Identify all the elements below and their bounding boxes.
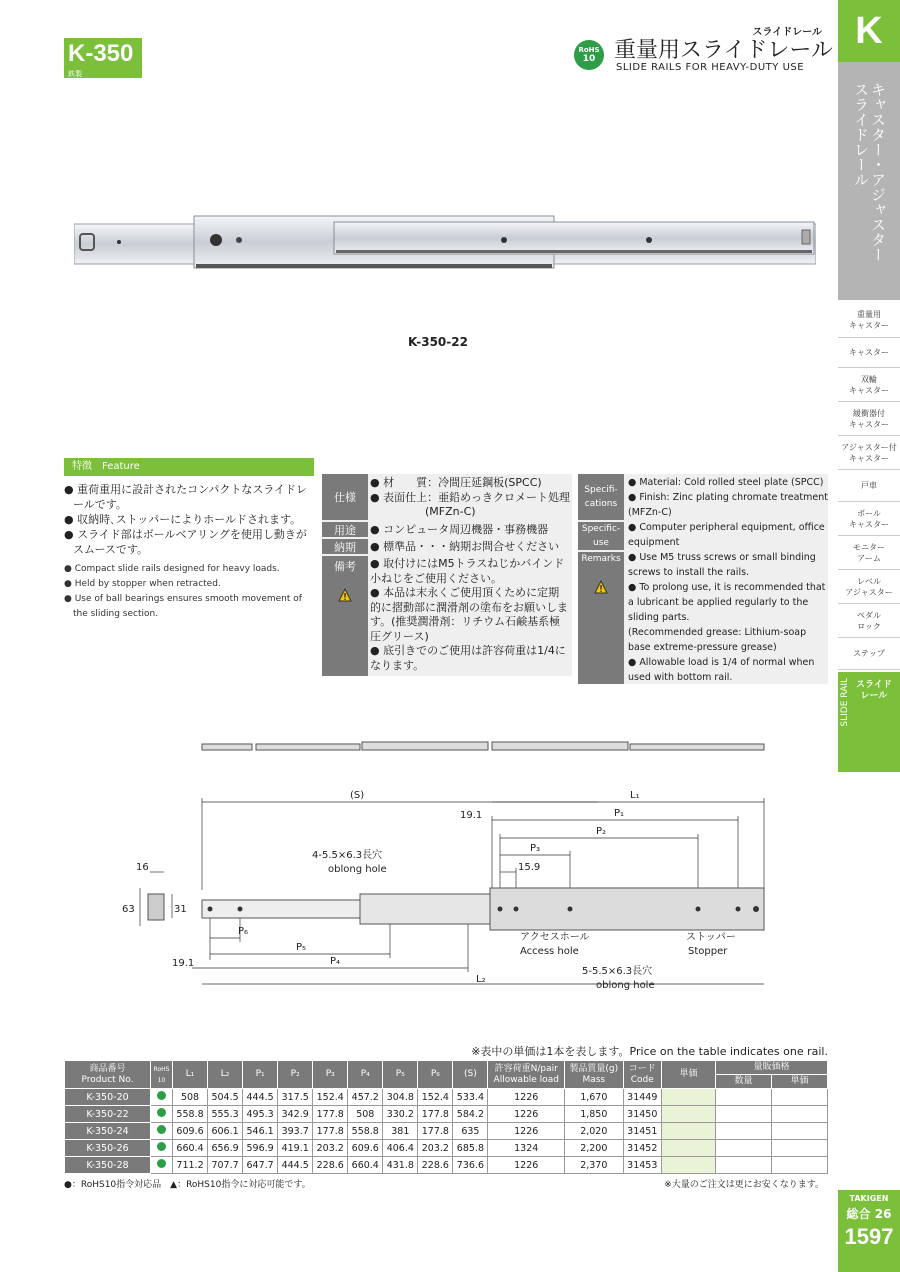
ball-bearing-icon — [210, 234, 222, 246]
cell-pn: K-350-20 — [65, 1089, 151, 1106]
remark-item: 底引きでのご使用は許容荷重は1/4になります。 — [370, 644, 566, 672]
cell-bulk-unit — [772, 1106, 828, 1123]
bulk-order-note: ※大量のご注文は更にお安くなります。 — [664, 1180, 824, 1190]
sidebar-item-heavy-caster[interactable]: 重量用 キャスター — [838, 302, 900, 338]
cell-s: 736.6 — [453, 1157, 488, 1174]
cell-p2: 419.1 — [278, 1140, 313, 1157]
category-label: スライドレール — [752, 27, 822, 38]
cell-code: 31453 — [623, 1157, 661, 1174]
cell-p1: 444.5 — [243, 1089, 278, 1106]
model-badge — [64, 38, 142, 78]
spec-text: ● 材 質：冷間圧延鋼板(SPCC) ● 表面仕上：亜鉛めっきクロメート処理 (MFZn-C) — [370, 476, 570, 518]
features-en-list — [64, 562, 316, 622]
dim-p3: P₃ — [530, 843, 541, 854]
spec-material-en: Material: Cold rolled steel plate (SPCC) — [639, 477, 824, 488]
sidebar-item-ball-caster[interactable]: ボール キャスター — [838, 502, 900, 536]
col-bulk-price: 量販価格 — [716, 1061, 828, 1075]
cell-load: 1226 — [488, 1089, 565, 1106]
dim-16: 16 — [136, 862, 149, 873]
cell-l2: 504.5 — [208, 1089, 243, 1106]
col-p1: P₁ — [243, 1061, 278, 1089]
dim-p5: P₅ — [296, 942, 307, 953]
cell-load: 1226 — [488, 1157, 565, 1174]
hole4-en: oblong hole — [328, 864, 387, 875]
table-row — [65, 1157, 828, 1174]
spec-jp-box — [322, 474, 572, 676]
cell-s: 635 — [453, 1123, 488, 1140]
sidebar-letter: K — [838, 0, 900, 62]
table-row — [65, 1089, 828, 1106]
use-en-text: ● Computer peripheral equipment, office equipment — [628, 522, 825, 548]
cell-unit-price — [662, 1140, 716, 1157]
spec-finish: 表面仕上：亜鉛めっきクロメート処理 (MFZn-C) — [383, 490, 570, 518]
page-title: 重量用スライドレール — [614, 38, 833, 63]
cell-p1: 546.1 — [243, 1123, 278, 1140]
feature-text: Use of ball bearings ensures smooth movement of the sliding section. — [73, 594, 302, 619]
cell-code: 31452 — [623, 1140, 661, 1157]
page-footer-badge — [838, 1190, 900, 1272]
remark-item: 取付けにはM5トラスねじかバインド小ねじをご使用ください。 — [370, 557, 565, 585]
col-unit-price: 単価 — [662, 1061, 716, 1089]
sidebar-item-slide-rail[interactable] — [838, 672, 900, 772]
rohs-badge-icon — [574, 40, 604, 70]
specifications-label: Specifi- cations — [578, 474, 624, 520]
cell-p2: 317.5 — [278, 1089, 313, 1106]
cell-p6: 228.6 — [418, 1157, 453, 1174]
dim-p4: P₄ — [330, 956, 341, 967]
top-view — [202, 742, 764, 750]
cell-s: 584.2 — [453, 1106, 488, 1123]
feature-text: スライド部はボールベアリングを使用し動きがスムースです。 — [73, 528, 307, 556]
remarks-label: 備考 — [322, 556, 368, 676]
cell-qty — [716, 1157, 772, 1174]
feature-en-item: ● Compact slide rails designed for heavy loads. — [64, 564, 280, 574]
cell-mass: 1,850 — [565, 1106, 624, 1123]
cell-p6: 203.2 — [418, 1140, 453, 1157]
cell-qty — [716, 1106, 772, 1123]
remarks-text: ● 取付けにはM5トラスねじかバインド小ねじをご使用ください。 ● 本品は末永くご使用頂くために定期的に摺動部に潤滑剤の塗布をお願いします。(推奨潤滑剤：リチウム石鹸基系極圧グリース) ● 底引きでのご使用は許容荷重は1/4になります。 — [370, 557, 568, 672]
col-load: 許容荷重N/pair Allowable load — [488, 1061, 565, 1089]
remark-en-item: To prolong use, it is recommended that a lubricant be applied regularly to the sliding parts. (Recommended grease: Lithium-soap base extreme-pressure grease) — [628, 582, 826, 653]
dim-p6: P₆ — [238, 926, 249, 937]
cell-bulk-unit — [772, 1089, 828, 1106]
cell-unit-price — [662, 1106, 716, 1123]
cell-rohs — [151, 1123, 173, 1140]
sidebar-item-shock-caster[interactable]: 緩衝器付 キャスター — [838, 402, 900, 436]
cell-p1: 495.3 — [243, 1106, 278, 1123]
cell-qty — [716, 1089, 772, 1106]
features-heading: 特徴 Feature — [64, 458, 314, 476]
cell-p5: 330.2 — [383, 1106, 418, 1123]
dim-31: 31 — [174, 904, 187, 915]
dim-19-1-top: 19.1 — [460, 810, 483, 821]
use-en-value: Computer peripheral equipment, office equipment — [628, 522, 825, 548]
warning-icon — [594, 580, 608, 594]
sidebar-item-adjuster-caster[interactable]: アジャスター付 キャスター — [838, 436, 900, 470]
rohs-dot-icon — [157, 1159, 166, 1168]
sidebar-item-pedal-lock[interactable]: ペダル ロック — [838, 604, 900, 638]
feature-en-item: ● Held by stopper when retracted. — [64, 579, 221, 589]
cell-p5: 304.8 — [383, 1089, 418, 1106]
rohs-dot-icon — [157, 1142, 166, 1151]
rohs-top: RoHS — [578, 46, 600, 54]
use-label: 用途 — [322, 522, 368, 537]
photo-caption: K-350-22 — [408, 335, 468, 349]
cell-p3: 203.2 — [313, 1140, 348, 1157]
remark-en-item: Use M5 truss screws or small binding screws to install the rails. — [628, 552, 816, 578]
cell-p4: 609.6 — [348, 1140, 383, 1157]
cell-load: 1226 — [488, 1106, 565, 1123]
remarks-en-label: Remarks — [578, 552, 624, 684]
warning-icon — [338, 588, 352, 602]
spec-label: 仕様 — [322, 474, 368, 520]
col-code: コード Code — [623, 1061, 661, 1089]
rohs-dot-icon — [157, 1108, 166, 1117]
table-row — [65, 1106, 828, 1123]
cell-p4: 558.8 — [348, 1123, 383, 1140]
stopper-en: Stopper — [688, 946, 728, 957]
sidebar-item-twin-caster[interactable]: 双輪 キャスター — [838, 368, 900, 402]
cell-l2: 555.3 — [208, 1106, 243, 1123]
col-s: (S) — [453, 1061, 488, 1089]
col-rohs: RoHS 10 — [151, 1061, 173, 1089]
cell-s: 685.8 — [453, 1140, 488, 1157]
slide-rail-vertical-label: SLIDE RAIL — [840, 678, 850, 727]
delivery-label: 納期 — [322, 539, 368, 554]
cell-p6: 177.8 — [418, 1123, 453, 1140]
cell-p3: 152.4 — [313, 1089, 348, 1106]
cell-l1: 558.8 — [173, 1106, 208, 1123]
dim-p2: P₂ — [596, 826, 607, 837]
cell-p3: 228.6 — [313, 1157, 348, 1174]
cell-bulk-unit — [772, 1157, 828, 1174]
cell-pn: K-350-28 — [65, 1157, 151, 1174]
sidebar-item-level-adjuster[interactable]: レベル アジャスター — [838, 570, 900, 604]
cell-l1: 711.2 — [173, 1157, 208, 1174]
use-value: コンピュータ周辺機器・事務機器 — [383, 523, 549, 536]
feature-jp-item: ● 収納時､ストッパーによりホールドされます。 — [64, 513, 302, 526]
col-product: 商品番号 Product No. — [65, 1061, 151, 1089]
cell-p3: 177.8 — [313, 1123, 348, 1140]
cell-bulk-unit — [772, 1123, 828, 1140]
spec-finish-en: Finish: Zinc plating chromate treatment (MFZn-C) — [628, 492, 828, 518]
cell-unit-price — [662, 1157, 716, 1174]
col-l2: L₂ — [208, 1061, 243, 1089]
cell-bulk-unit — [772, 1140, 828, 1157]
delivery-value: 標準品・・・納期お問合せください — [383, 540, 560, 553]
cell-rohs — [151, 1089, 173, 1106]
cell-mass: 2,370 — [565, 1157, 624, 1174]
col-mass: 製品質量(g) Mass — [565, 1061, 624, 1089]
col-p6: P₆ — [418, 1061, 453, 1089]
access-hole-en: Access hole — [520, 946, 579, 957]
table-row — [65, 1123, 828, 1140]
feature-en-item: ● Use of ball bearings ensures smooth movement of the sliding section. — [64, 594, 302, 619]
brand-name: TAKIGEN — [849, 1194, 889, 1203]
cell-mass: 1,670 — [565, 1089, 624, 1106]
cell-p5: 431.8 — [383, 1157, 418, 1174]
cell-p1: 647.7 — [243, 1157, 278, 1174]
access-hole-jp: アクセスホール — [520, 932, 590, 943]
rohs-legend: ●：RoHS10指令対応品 ▲：RoHS10指令に対応可能です。 — [64, 1180, 311, 1190]
cell-code: 31449 — [623, 1089, 661, 1106]
spec-en-box — [578, 474, 828, 684]
dim-l1: L₁ — [630, 790, 640, 801]
sidebar-item-monitor-arm[interactable]: モニター アーム — [838, 536, 900, 570]
feature-text: Held by stopper when retracted. — [74, 579, 221, 589]
slide-rail-label: スライド レール — [856, 680, 892, 701]
hole4-label: 4-5.5×6.3長穴 — [312, 850, 383, 861]
material-label: 鉄製 — [68, 70, 82, 78]
page-subtitle: SLIDE RAILS FOR HEAVY-DUTY USE — [616, 62, 805, 73]
dim-p1: P₁ — [614, 808, 625, 819]
sidebar-index — [838, 0, 900, 1272]
cell-p2: 444.5 — [278, 1157, 313, 1174]
cell-l1: 660.4 — [173, 1140, 208, 1157]
feature-jp-item: ● スライド部はボールベアリングを使用し動きがスムースです。 — [64, 528, 307, 556]
rohs-dot-icon — [157, 1125, 166, 1134]
table-note: ※表中の単価は1本を表します。Price on the table indicates one rail. — [471, 1045, 828, 1058]
hole5-en: oblong hole — [596, 980, 655, 991]
cell-code: 31451 — [623, 1123, 661, 1140]
stopper-jp: ストッパー — [686, 932, 736, 943]
cell-rohs — [151, 1140, 173, 1157]
col-bulk-unit: 単価 — [772, 1075, 828, 1089]
hole5-label: 5-5.5×6.3長穴 — [582, 966, 653, 977]
cell-p6: 152.4 — [418, 1089, 453, 1106]
dim-63: 63 — [122, 904, 135, 915]
cell-mass: 2,200 — [565, 1140, 624, 1157]
specific-use-label: Specific- use — [578, 522, 624, 550]
col-p4: P₄ — [348, 1061, 383, 1089]
remarks-en-text: ● Use M5 truss screws or small binding screws to install the rails. ● To prolong use, it is recommended that a lubricant be applied regularly to the sliding parts. (Recommended grease: Lithium-soap base extreme-pressure grease) ● Allowable load is 1/4 of normal when used with bottom rail. — [628, 552, 826, 683]
col-qty: 数量 — [716, 1075, 772, 1089]
dim-15-9: 15.9 — [518, 862, 541, 873]
cell-qty — [716, 1140, 772, 1157]
remark-en-item: Allowable load is 1/4 of normal when used with bottom rail. — [628, 657, 815, 683]
technical-drawing — [120, 730, 840, 1000]
cell-pn: K-350-24 — [65, 1123, 151, 1140]
spec-material: 材 質：冷間圧延鋼板(SPCC) — [383, 476, 542, 489]
cell-mass: 2,020 — [565, 1123, 624, 1140]
cell-p3: 177.8 — [313, 1106, 348, 1123]
spec-en-text: ● Material: Cold rolled steel plate (SPCC) ● Finish: Zinc plating chromate treatment (MFZn-C) — [628, 477, 828, 518]
inner-rail — [334, 222, 814, 254]
dim-l2: L₂ — [476, 974, 486, 985]
cell-p5: 406.4 — [383, 1140, 418, 1157]
cell-p4: 660.4 — [348, 1157, 383, 1174]
col-p3: P₃ — [313, 1061, 348, 1089]
feature-text: Compact slide rails designed for heavy loads. — [74, 564, 280, 574]
cell-l2: 707.7 — [208, 1157, 243, 1174]
sidebar-section-title: キャスター・アジャスター スライドレール — [852, 82, 887, 262]
cell-p6: 177.8 — [418, 1106, 453, 1123]
model-number: K-350 — [68, 40, 134, 67]
remark-item: 本品は末永くご使用頂くために定期的に摺動部に潤滑剤の塗布をお願いします。(推奨潤滑剤：リチウム石鹸基系極圧グリース) — [370, 586, 568, 643]
product-photo — [74, 208, 816, 278]
cell-p4: 508 — [348, 1106, 383, 1123]
product-table — [64, 1060, 828, 1174]
cell-load: 1324 — [488, 1140, 565, 1157]
features-jp-list — [64, 482, 316, 557]
sidebar-item-door-roller[interactable]: 戸車 — [838, 470, 900, 502]
use-text: ● コンピュータ周辺機器・事務機器 — [370, 523, 549, 536]
page-number: 1597 — [844, 1224, 894, 1249]
rohs-bottom: 10 — [582, 54, 596, 64]
cell-unit-price — [662, 1123, 716, 1140]
dim-19-1-bottom: 19.1 — [172, 958, 195, 969]
cell-p2: 342.9 — [278, 1106, 313, 1123]
cell-rohs — [151, 1106, 173, 1123]
cell-pn: K-350-22 — [65, 1106, 151, 1123]
cell-l1: 508 — [173, 1089, 208, 1106]
cell-p5: 381 — [383, 1123, 418, 1140]
cell-p2: 393.7 — [278, 1123, 313, 1140]
dim-s: (S) — [350, 790, 365, 801]
catalog-number: 総合 26 — [846, 1207, 892, 1221]
cell-unit-price — [662, 1089, 716, 1106]
cell-l2: 606.1 — [208, 1123, 243, 1140]
cell-s: 533.4 — [453, 1089, 488, 1106]
sidebar-item-caster[interactable]: キャスター — [838, 338, 900, 368]
rohs-dot-icon — [157, 1091, 166, 1100]
col-l1: L₁ — [173, 1061, 208, 1089]
cell-qty — [716, 1123, 772, 1140]
cell-code: 31450 — [623, 1106, 661, 1123]
cell-l2: 656.9 — [208, 1140, 243, 1157]
feature-text: 収納時､ストッパーによりホールドされます。 — [77, 513, 302, 526]
cell-l1: 609.6 — [173, 1123, 208, 1140]
cell-pn: K-350-26 — [65, 1140, 151, 1157]
feature-jp-item: ● 重荷重用に設計されたコンパクトなスライドレールです。 — [64, 483, 308, 511]
col-p5: P₅ — [383, 1061, 418, 1089]
feature-text: 重荷重用に設計されたコンパクトなスライドレールです。 — [73, 483, 308, 511]
delivery-text: ● 標準品・・・納期お問合せください — [370, 540, 560, 553]
cell-load: 1226 — [488, 1123, 565, 1140]
sidebar-item-step[interactable]: ステップ — [838, 638, 900, 670]
col-p2: P₂ — [278, 1061, 313, 1089]
cell-p4: 457.2 — [348, 1089, 383, 1106]
cell-p1: 596.9 — [243, 1140, 278, 1157]
table-row — [65, 1140, 828, 1157]
cell-rohs — [151, 1157, 173, 1174]
